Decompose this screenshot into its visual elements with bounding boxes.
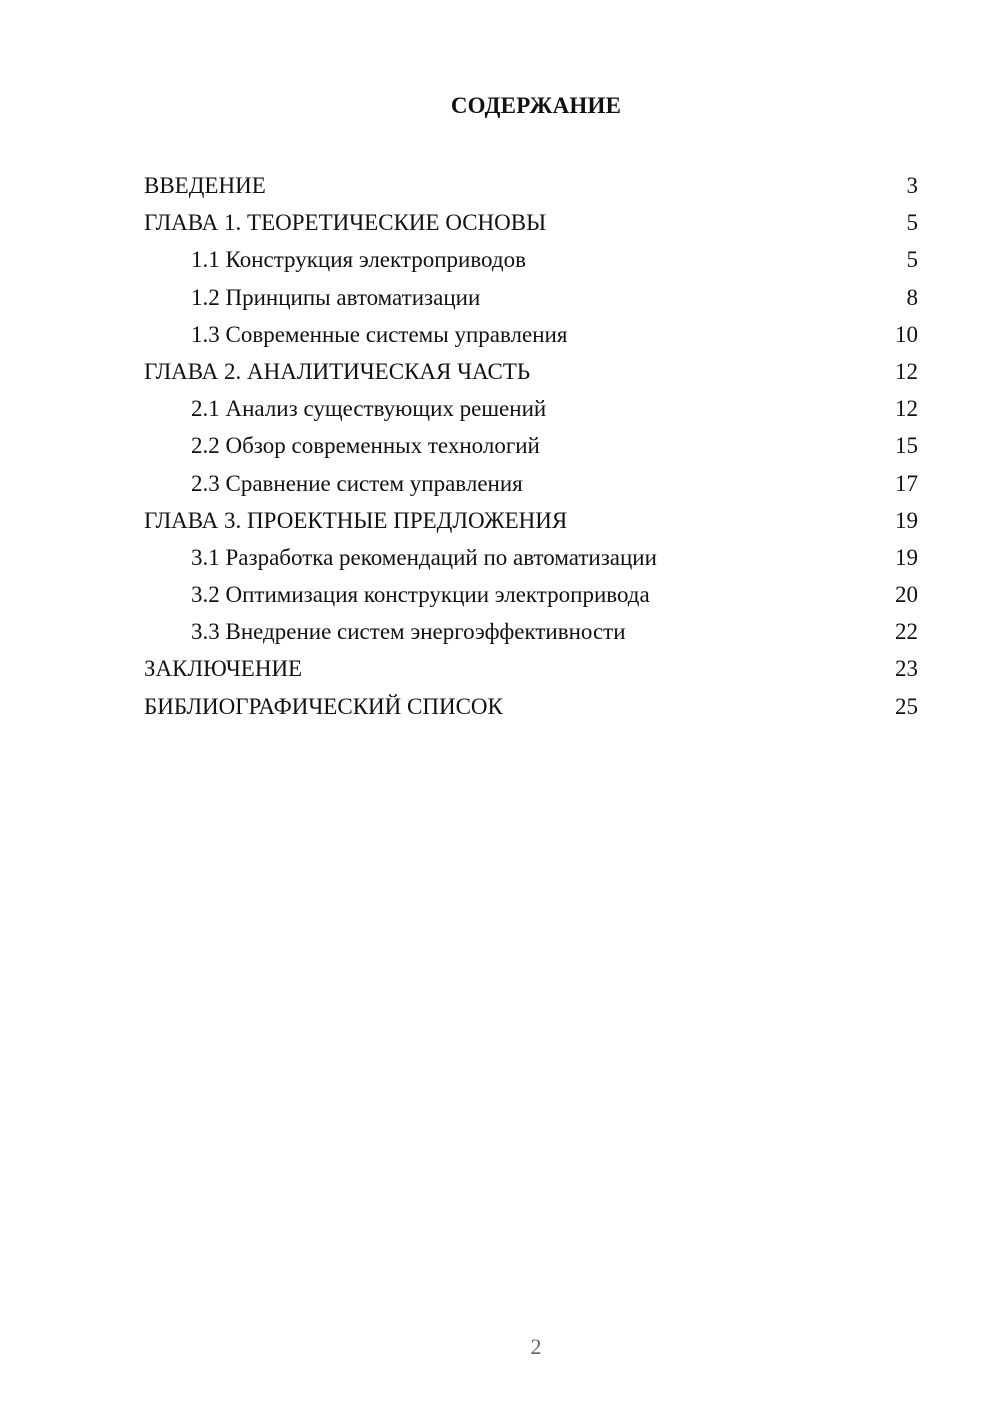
toc-entry-label: 2.1 Анализ существующих решений	[191, 396, 547, 422]
toc-entry-page: 3	[906, 173, 918, 198]
toc-entry-page: 19	[895, 507, 918, 533]
toc-subentry[interactable]	[144, 613, 918, 650]
toc-entry-page: 10	[895, 321, 918, 347]
toc-entry-page: 5	[906, 210, 918, 236]
toc-entry[interactable]	[144, 353, 918, 390]
toc-subentry[interactable]	[144, 539, 918, 576]
toc-entry-page: 17	[895, 470, 918, 496]
toc-entry-page: 22	[895, 619, 918, 645]
toc-entry-page: 25	[895, 693, 918, 719]
toc-entry-label: 2.3 Сравнение систем управления	[191, 470, 523, 496]
toc-subentry[interactable]	[144, 279, 918, 316]
toc-entry-label: ЗАКЛЮЧЕНИЕ	[144, 656, 303, 682]
toc-entry-label: 3.1 Разработка рекомендаций по автоматизации	[191, 544, 657, 570]
toc-entry-label: 3.3 Внедрение систем энергоэффективности	[191, 619, 626, 645]
toc-entry-label: 2.2 Обзор современных технологий	[191, 433, 540, 459]
toc-entry-label: БИБЛИОГРАФИЧЕСКИЙ СПИСОК	[144, 693, 503, 719]
toc-entry[interactable]	[144, 688, 918, 725]
page-number: 2	[530, 1334, 542, 1359]
toc-entry-page: 5	[906, 247, 918, 273]
toc-subentry[interactable]	[144, 576, 918, 613]
page-title: СОДЕРЖАНИЕ	[450, 93, 622, 118]
toc-entry-label: ВВЕДЕНИЕ	[144, 173, 266, 198]
toc-entry-page: 8	[906, 284, 918, 310]
table-of-contents	[144, 167, 918, 725]
toc-entry[interactable]	[144, 650, 918, 687]
toc-entry-page: 12	[895, 396, 918, 422]
toc-subentry[interactable]	[144, 465, 918, 502]
toc-entry-label: 1.1 Конструкция электроприводов	[191, 247, 526, 273]
toc-subentry[interactable]	[144, 390, 918, 427]
toc-entry-label: ГЛАВА 2. АНАЛИТИЧЕСКАЯ ЧАСТЬ	[144, 358, 531, 384]
toc-entry-label: 3.2 Оптимизация конструкции электропривода	[191, 582, 650, 608]
toc-entry-page: 19	[895, 544, 918, 570]
toc-entry-label: 1.3 Современные системы управления	[191, 321, 568, 347]
toc-entry-page: 20	[895, 582, 918, 608]
toc-entry-page: 23	[895, 656, 918, 682]
toc-entry-page: 15	[895, 433, 918, 459]
toc-entry-label: ГЛАВА 1. ТЕОРЕТИЧЕСКИЕ ОСНОВЫ	[144, 210, 547, 236]
toc-entry-page: 12	[895, 358, 918, 384]
toc-subentry[interactable]	[144, 316, 918, 353]
toc-entry[interactable]	[144, 502, 918, 539]
toc-entry[interactable]	[144, 204, 918, 241]
toc-subentry[interactable]	[144, 427, 918, 464]
toc-entry-label: ГЛАВА 3. ПРОЕКТНЫЕ ПРЕДЛОЖЕНИЯ	[144, 507, 568, 533]
toc-entry-label: 1.2 Принципы автоматизации	[191, 284, 481, 310]
toc-subentry[interactable]	[144, 241, 918, 278]
toc-entry[interactable]	[144, 167, 918, 204]
